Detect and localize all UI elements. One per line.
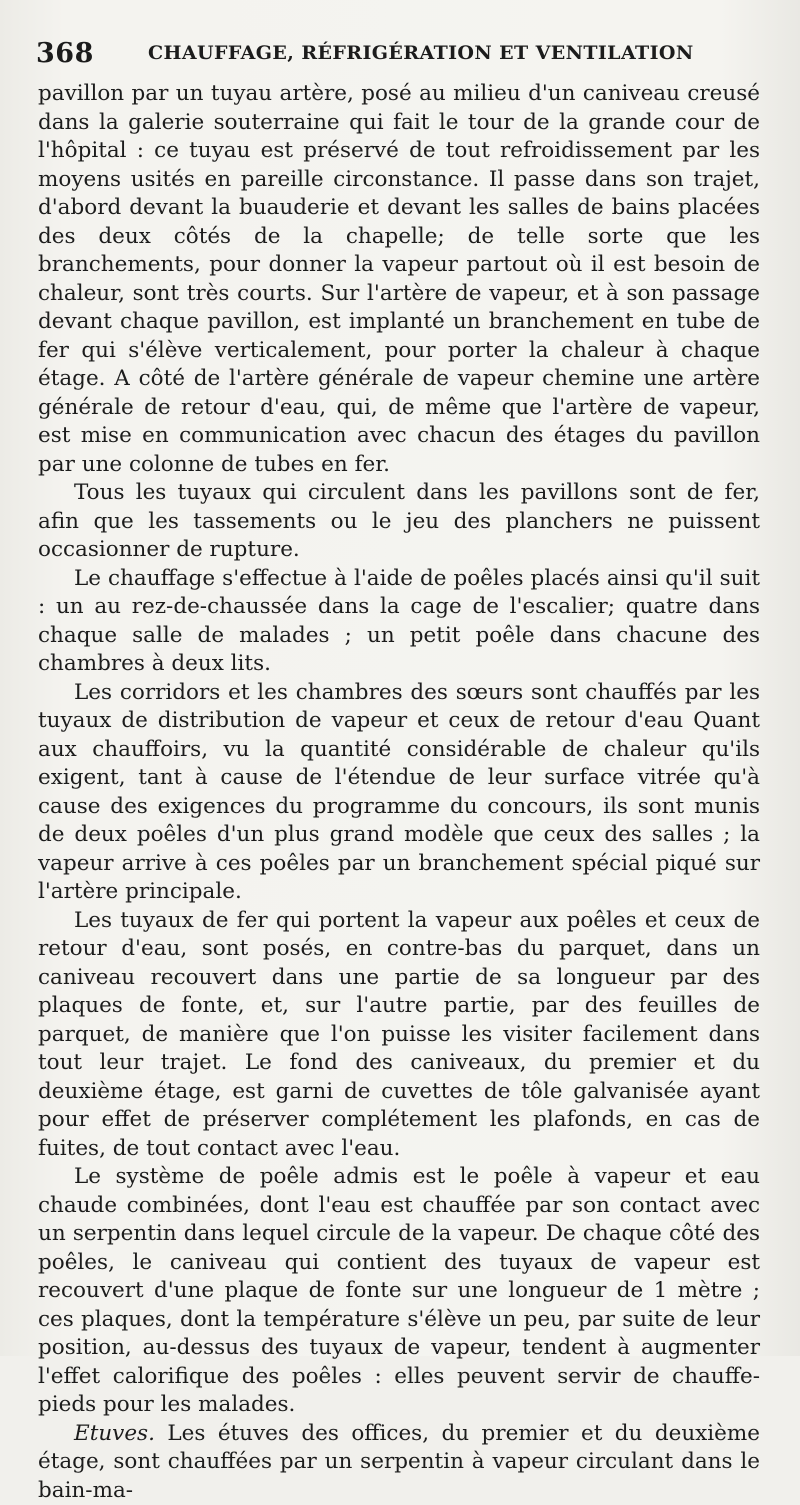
page-header: [36, 38, 756, 72]
paragraph-6: Le système de poêle admis est le poêle à vapeur et eau chaude combinées, dont l'eau est chauffée par son contact avec un serpentin dans lequel circule de la vapeur. De chaque côté des poêles, le caniveau qui contient des tuyaux de vapeur est recouvert d'une plaque de fonte sur une longueur de 1 mètre ; ces plaques, dont la température s'élève un peu, par suite de leur position, au-dessus des tuyaux de vapeur, tendent à augmenter l'effet calorifique des poêles : elles peuvent servir de chauffe-pieds pour les malades.: [38, 1163, 760, 1420]
paragraph-3: Le chauffage s'effectue à l'aide de poêles placés ainsi qu'il suit : un au rez-de-chaussée dans la cage de l'escalier; quatre dans chaque salle de malades ; un petit poêle dans chacune des chambres à deux lits.: [38, 565, 760, 679]
running-head: CHAUFFAGE, RÉFRIGÉRATION ET VENTILATION: [148, 42, 694, 64]
page-number: 368: [36, 38, 94, 69]
paragraph-1: pavillon par un tuyau artère, posé au milieu d'un caniveau creusé dans la galerie souterraine qui fait le tour de la grande cour de l'hôpital : ce tuyau est préservé de tout refroidissement par les moyens usités en pareille circonstance. Il passe dans son trajet, d'abord devant la buauderie et devant les salles de bains placées des deux côtés de la chapelle; de telle sorte que les branchements, pour donner la vapeur partout où il est besoin de chaleur, sont très courts. Sur l'artère de vapeur, et à son passage devant chaque pavillon, est implanté un branchement en tube de fer qui s'élève verticalement, pour porter la chaleur à chaque étage. A côté de l'artère générale de vapeur chemine une artère générale de retour d'eau, qui, de même que l'artère de vapeur, est mise en communication avec chacun des étages du pavillon par une colonne de tubes en fer.: [38, 80, 760, 479]
paragraph-2: Tous les tuyaux qui circulent dans les pavillons sont de fer, afin que les tassements ou le jeu des planchers ne puissent occasionner de rupture.: [38, 479, 760, 565]
paragraph-5: Les tuyaux de fer qui portent la vapeur aux poêles et ceux de retour d'eau, sont posés, en contre-bas du parquet, dans un caniveau recouvert dans une partie de sa longueur par des plaques de fonte, et, sur l'autre partie, par des feuilles de parquet, de manière que l'on puisse les visiter facilement dans tout leur trajet. Le fond des caniveaux, du premier et du deuxième étage, est garni de cuvettes de tôle galvanisée ayant pour effet de préserver complétement les plafonds, en cas de fuites, de tout contact avec l'eau.: [38, 907, 760, 1164]
paragraph-7-lead: Etuves.: [74, 1421, 155, 1446]
paragraph-7: [38, 1420, 760, 1505]
paragraph-4: Les corridors et les chambres des sœurs sont chauffés par les tuyaux de distribution de vapeur et ceux de retour d'eau Quant aux chauffoirs, vu la quantité considérable de chaleur qu'ils exigent, tant à cause de l'étendue de leur surface vitrée qu'à cause des exigences du programme du concours, ils sont munis de deux poêles d'un plus grand modèle que ceux des salles ; la vapeur arrive à ces poêles par un branchement spécial piqué sur l'artère principale.: [38, 679, 760, 907]
paragraph-7-text: Les étuves des offices, du premier et du deuxième étage, sont chauffées par un serpentin à vapeur circulant dans le bain-ma-: [38, 1421, 760, 1503]
body-text: [38, 80, 760, 1505]
